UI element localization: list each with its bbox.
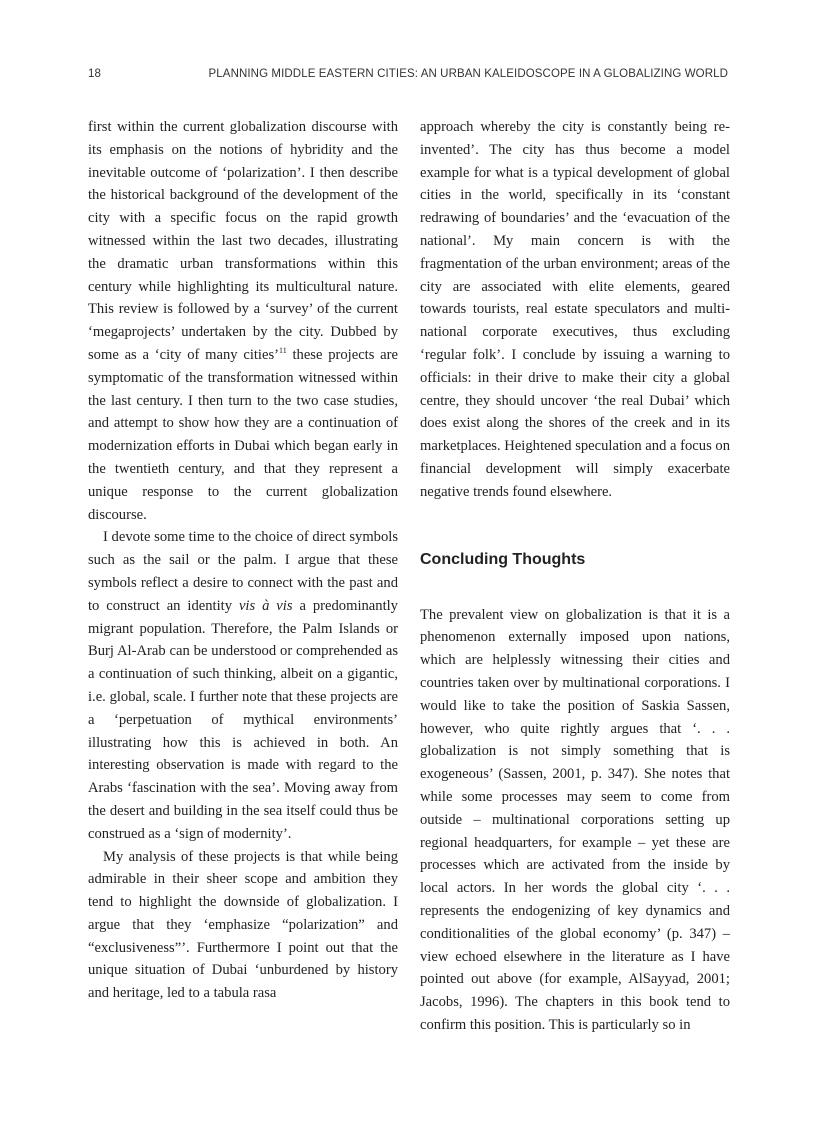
body-paragraph: My analysis of these projects is that while being admirable in their sheer scope and ambition they tend to highlight the downside of globalization. I argue that they ‘emphasize “polarization” and “exclusiveness”’. Furthermore I point out that the unique situation of Dubai ‘unburdened by history and heritage, led to a tabula rasa [88, 848, 398, 1002]
body-paragraph [88, 526, 398, 845]
paragraph-text: these projects are symptomatic of the transformation witnessed within the last century. I then turn to the two case studies, and attempt to show how they are a continuation of modernization efforts in Dubai which began early in the twentieth century, and that they represent a unique response to the current globalization discourse. [88, 346, 398, 523]
paragraph-text: first within the current globalization discourse with its emphasis on the notions of hybridity and the inevitable outcome of ‘polarization’. I then describe the historical background of the development of the city with a specific focus on the rapid growth witnessed within the last two decades, illustrating the dramatic urban transformations within this century while highlighting its multicultural nature. This review is followed by a ‘survey’ of the current ‘megaprojects’ undertaken by the city. Dubbed by some as a ‘city of many cities’ [88, 119, 398, 363]
section-heading: Concluding Thoughts [420, 550, 586, 568]
italic-phrase: vis à vis [238, 597, 293, 614]
running-header [88, 68, 728, 88]
footnote-marker: 11 [279, 345, 287, 355]
body-paragraph: approach whereby the city is constantly being re-invented’. The city has thus become a model example for what is a typical development of global cities in the world, specifically in its ‘constant redrawing of boundaries’ and the ‘evacuation of the national’. My main concern is with the fragmentation of the urban environment; areas of the city are associated with elite elements, geared towards tourists, real estate speculators and multi-national corporate executives, thus excluding ‘regular folk’. I conclude by issuing a warning to officials: in their drive to make their city a global centre, they should uncover ‘the real Dubai’ which does exist along the shores of the creek and in its marketplaces. Heightened speculation and a focus on financial development will simply exacerbate negative trends found elsewhere. [420, 119, 731, 500]
right-column [420, 116, 730, 1037]
left-column [88, 116, 398, 1005]
body-paragraph [88, 116, 398, 526]
body-paragraph: The prevalent view on globalization is that it is a phenomenon externally imposed upon nations, which are helplessly witnessing their cities and countries taken over by multinational corporations. I would like to take the position of Saskia Sassen, however, who quite rightly argues that ‘. . . globalization is not simply something that is exogeneous’ (Sassen, 2001, p. 347). She notes that while some processes may seem to come from outside – multinational corporations setting up regional headquarters, for example – yet these are processes which are activated from the inside by local actors. In her words the global city ‘. . . represents the endogenizing of key dynamics and conditionalities of the global economy’ (p. 347) – view echoed elsewhere in the literature as I have pointed out above (for example, AlSayyad, 2001; Jacobs, 1996). The chapters in this book tend to confirm this position. This is particularly so in [420, 606, 730, 1033]
page-number: 18 [88, 68, 101, 80]
running-title: PLANNING MIDDLE EASTERN CITIES: AN URBAN KALEIDOSCOPE IN A GLOBALIZING WORLD [208, 68, 728, 80]
paragraph-text: I devote some time to the choice of direct symbols such as the sail or the palm. I argue that these symbols reflect a desire to connect with the past and to construct an identity [88, 529, 398, 614]
paragraph-text: a predominantly migrant population. Therefore, the Palm Islands or Burj Al-Arab can be understood or comprehended as a continuation of such thinking, albeit on a gigantic, i.e. global, scale. I further note that these projects are a ‘perpetuation of mythical environments’ illustrating how this is achieved in both. An interesting observation is made with regard to the Arabs ‘fascination with the sea’. Moving away from the desert and building in the sea itself could thus be construed as a ‘sign of modernity’. [88, 597, 398, 842]
